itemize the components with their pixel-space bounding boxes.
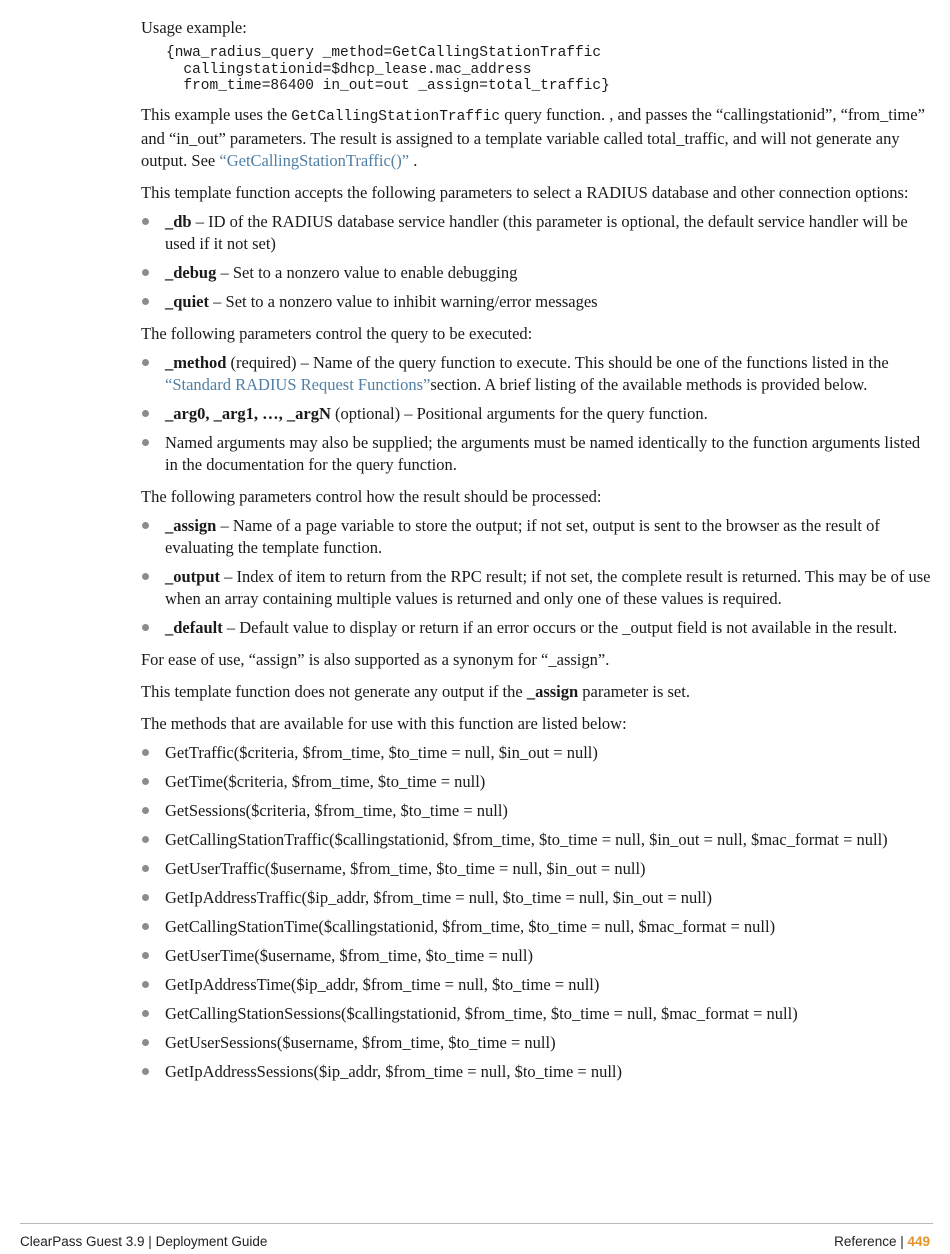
bullet-icon [142, 624, 149, 631]
text: parameter is set. [578, 681, 690, 701]
query-intro: The following parameters control the query to be executed: [141, 323, 533, 343]
bullet-icon [142, 923, 149, 930]
method-signature: GetUserTraffic($username, $from_time, $to_time = null, $in_out = null) [165, 858, 646, 878]
list-item [141, 352, 931, 396]
no-output-note [141, 681, 931, 703]
getcallingstationtraffic-link[interactable]: “GetCallingStationTraffic()” [219, 150, 410, 170]
bullet-icon [142, 1010, 149, 1017]
bullet-icon [142, 269, 149, 276]
method-item [141, 771, 931, 793]
param-desc: – ID of the RADIUS database service handler (this parameter is optional, the default service handler will be used if it not set) [165, 211, 908, 253]
bullet-icon [142, 359, 149, 366]
bullet-icon [142, 1039, 149, 1046]
param-desc: – Default value to display or return if an error occurs or the _output field is not available in the result. [222, 617, 898, 637]
bullet-icon [142, 952, 149, 959]
list-item [141, 515, 931, 559]
bullet-icon [142, 749, 149, 756]
method-signature: GetUserSessions($username, $from_time, $to_time = null) [165, 1032, 556, 1052]
method-item [141, 887, 931, 909]
param-name: _arg0, _arg1, …, _argN [165, 403, 331, 423]
method-signature: GetUserTime($username, $from_time, $to_time = null) [165, 945, 533, 965]
footer-doc-title: ClearPass Guest 3.9 | Deployment Guide [20, 1234, 268, 1249]
connection-intro: This template function accepts the following parameters to select a RADIUS database and other connection options: [141, 182, 909, 202]
list-item [141, 291, 931, 313]
result-params-list [141, 515, 931, 639]
bullet-icon [142, 778, 149, 785]
method-item [141, 800, 931, 822]
bullet-icon [142, 410, 149, 417]
param-desc: (required) – Name of the query function to execute. This should be one of the functions listed in the [226, 352, 889, 372]
param-desc: – Index of item to return from the RPC result; if not set, the complete result is returned. This may be of use when an array containing multiple values is returned and only one of these values is required. [165, 566, 931, 608]
param-desc: section. A brief listing of the available methods is provided below. [430, 374, 868, 394]
param-name: _assign [165, 515, 217, 535]
bullet-icon [142, 439, 149, 446]
code-example [166, 45, 931, 95]
bullet-icon [142, 1068, 149, 1075]
method-signature: GetIpAddressTraffic($ip_addr, $from_time = null, $to_time = null, $in_out = null) [165, 887, 712, 907]
param-desc: – Name of a page variable to store the output; if not set, output is sent to the browser as the result of evaluating the template function. [165, 515, 880, 557]
param-desc: Named arguments may also be supplied; the arguments must be named identically to the function arguments listed in the documentation for the query function. [165, 432, 921, 474]
list-item [141, 432, 931, 476]
text: This template function does not generate any output if the [141, 681, 527, 701]
bullet-icon [142, 865, 149, 872]
example-description [141, 104, 931, 172]
standard-radius-functions-link[interactable]: “Standard RADIUS Request Functions” [165, 374, 431, 394]
code-line: {nwa_radius_query _method=GetCallingStationTraffic [166, 45, 602, 61]
inline-code: GetCallingStationTraffic [291, 108, 501, 125]
method-signature: GetTraffic($criteria, $from_time, $to_time = null, $in_out = null) [165, 742, 598, 762]
param-name: _quiet [165, 291, 210, 311]
footer-divider [20, 1223, 933, 1224]
method-item [141, 1003, 931, 1025]
result-intro: The following parameters control how the result should be processed: [141, 486, 602, 506]
bullet-icon [142, 981, 149, 988]
param-desc: – Set to a nonzero value to enable debugging [216, 262, 518, 282]
list-item [141, 211, 931, 255]
methods-list [141, 742, 931, 1083]
method-signature: GetCallingStationTime($callingstationid, $from_time, $to_time = null, $mac_format = null) [165, 916, 776, 936]
param-name: _default [165, 617, 223, 637]
param-name: _debug [165, 262, 217, 282]
bullet-icon [142, 298, 149, 305]
usage-heading: Usage example: [141, 18, 247, 37]
code-line: from_time=86400 in_out=out _assign=total_traffic} [166, 78, 610, 94]
code-line: callingstationid=$dhcp_lease.mac_address [166, 61, 532, 78]
bullet-icon [142, 836, 149, 843]
param-name: _db [165, 211, 192, 231]
bullet-icon [142, 573, 149, 580]
document-body [141, 17, 931, 1083]
method-signature: GetCallingStationSessions($callingstationid, $from_time, $to_time = null, $mac_format = null) [165, 1003, 798, 1023]
method-signature: GetIpAddressTime($ip_addr, $from_time = null, $to_time = null) [165, 974, 600, 994]
list-item [141, 262, 931, 284]
text: This example uses the [141, 104, 292, 124]
method-item [141, 742, 931, 764]
connection-params-list [141, 211, 931, 313]
list-item [141, 566, 931, 610]
methods-intro: The methods that are available for use with this function are listed below: [141, 713, 627, 733]
query-params-list [141, 352, 931, 476]
text: query function. , and passes the “callingstationid”, “from_time” and “in_out” parameters. The result is assigned to a template variable called total_traffic, and will not generate any output. See [141, 104, 925, 170]
method-item [141, 829, 931, 851]
method-signature: GetIpAddressSessions($ip_addr, $from_time = null, $to_time = null) [165, 1061, 622, 1081]
footer-section: Reference | [834, 1234, 908, 1249]
method-item [141, 1032, 931, 1054]
param-desc: – Set to a nonzero value to inhibit warning/error messages [209, 291, 598, 311]
list-item [141, 403, 931, 425]
footer-page-info [834, 1234, 930, 1249]
method-item [141, 974, 931, 996]
bullet-icon [142, 522, 149, 529]
param-name: _output [165, 566, 221, 586]
method-item [141, 858, 931, 880]
page-number: 449 [907, 1234, 930, 1249]
list-item [141, 617, 931, 639]
bullet-icon [142, 894, 149, 901]
method-signature: GetCallingStationTraffic($callingstationid, $from_time, $to_time = null, $in_out = null, $mac_format = null) [165, 829, 888, 849]
param-name: _method [165, 352, 227, 372]
method-signature: GetSessions($criteria, $from_time, $to_time = null) [165, 800, 508, 820]
bullet-icon [142, 218, 149, 225]
synonym-note: For ease of use, “assign” is also supported as a synonym for “_assign”. [141, 649, 610, 669]
bullet-icon [142, 807, 149, 814]
method-signature: GetTime($criteria, $from_time, $to_time = null) [165, 771, 486, 791]
param-desc: (optional) – Positional arguments for the query function. [330, 403, 708, 423]
method-item [141, 1061, 931, 1083]
method-item [141, 916, 931, 938]
text: . [409, 150, 418, 170]
method-item [141, 945, 931, 967]
param-name: _assign [526, 681, 579, 701]
